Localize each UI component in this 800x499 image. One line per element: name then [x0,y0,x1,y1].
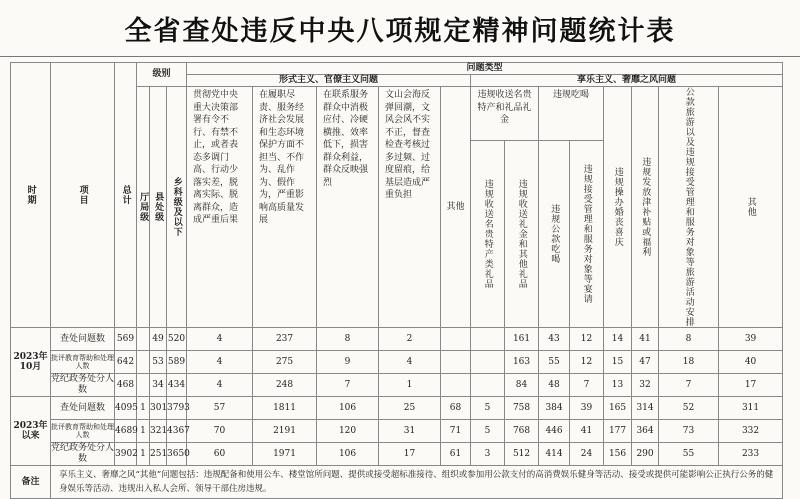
cell-d2: 7 [570,374,604,397]
row-label: 批评教育帮助和处理人数 [51,351,115,374]
cell-f4: 31 [379,420,441,443]
cell-ting [137,374,150,397]
dining-col-1: 违规公款吃喝 [539,140,570,327]
cell-f2: 2191 [253,420,317,443]
gift-col-2: 违规收送礼金和其他礼品 [505,140,539,327]
cell-h6: 40 [719,351,783,374]
cell-d1: 43 [539,328,570,351]
cell-xiang: 589 [167,351,187,374]
cell-h3: 177 [604,420,632,443]
cell-xiang: 520 [167,328,187,351]
cell-d1: 384 [539,397,570,420]
cell-d1: 48 [539,374,570,397]
cell-f3: 120 [317,420,379,443]
cell-h4: 41 [632,328,659,351]
page-title: 全省查处违反中央八项规定精神问题统计表 [0,0,800,57]
cell-f2: 1811 [253,397,317,420]
cell-xian: 49 [150,328,167,351]
cell-g1: 5 [471,420,505,443]
gift-group-header: 违规收送名贵特产和礼品礼金 [471,87,539,141]
note-text: 享乐主义、奢靡之风“其他”问题包括：违规配备和使用公车、楼堂馆所问题、提供或接受超标准接待、组织或参加用公款支付的高消费娱乐健身等活动、接受或提供可能影响公正执行公务的健身娱乐等活动、违规出入私人会所、领导干部住房违规。 [51,466,783,499]
row-label: 查处问题数 [51,397,115,420]
cell-h6: 332 [719,420,783,443]
cell-h5: 55 [659,443,719,466]
cell-h4: 364 [632,420,659,443]
cell-f4: 25 [379,397,441,420]
cell-h6: 233 [719,443,783,466]
cell-f5: 68 [441,397,471,420]
cell-h3: 156 [604,443,632,466]
cell-g2: 768 [505,420,539,443]
cell-total: 642 [115,351,137,374]
cell-f3: 106 [317,397,379,420]
cell-xian: 34 [150,374,167,397]
level-header: 级别 [137,63,187,87]
cell-total: 4689 [115,420,137,443]
cell-total: 4095 [115,397,137,420]
cell-f5: 61 [441,443,471,466]
cell-f4: 1 [379,374,441,397]
cell-h3: 14 [604,328,632,351]
cell-d1: 55 [539,351,570,374]
row-label: 党纪政务处分人数 [51,443,115,464]
cell-h3: 15 [604,351,632,374]
cell-g2: 163 [505,351,539,374]
cell-d2: 24 [570,443,604,466]
hedonism-col-wedding: 违规操办婚丧喜庆 [604,87,632,328]
cell-f3: 8 [317,328,379,351]
cell-g1: 3 [471,443,505,466]
hedonism-header: 享乐主义、奢靡之风问题 [471,75,783,87]
cell-d2: 12 [570,351,604,374]
table-row [11,443,783,466]
cell-total: 569 [115,328,137,351]
cell-f2: 1971 [253,443,317,466]
table-row [11,351,783,374]
cell-h4: 290 [632,443,659,466]
cell-g2: 161 [505,328,539,351]
period-cell: 2023年以来 [11,397,51,466]
formalism-col-other: 其他 [441,87,471,328]
cell-f1: 4 [187,351,253,374]
table-row [11,328,783,351]
cell-f2: 248 [253,374,317,397]
total-header: 总计 [115,63,137,328]
row-label: 批评教育帮助和处理人数 [51,420,115,443]
cell-xiang: 434 [167,374,187,397]
cell-h6: 17 [719,374,783,397]
cell-xiang: 4367 [167,420,187,443]
cell-ting [137,351,150,374]
cell-g2: 512 [505,443,539,466]
row-label: 查处问题数 [51,328,115,351]
cell-f1: 70 [187,420,253,443]
cell-d2: 41 [570,420,604,443]
period-cell: 2023年10月 [11,328,51,397]
cell-h4: 314 [632,397,659,420]
period-header: 时期 [11,63,51,328]
cell-d2: 12 [570,328,604,351]
cell-h3: 13 [604,374,632,397]
xiang-header: 乡科级及以下 [167,87,187,328]
cell-f1: 4 [187,374,253,397]
cell-g2: 758 [505,397,539,420]
formalism-col-2: 在履职尽责、服务经济社会发展和生态环境保护方面不担当、不作为、乱作为、假作为，严重影响高质量发展 [253,87,317,328]
cell-total: 3902 [115,443,137,466]
hedonism-col-subsidy: 违规发放津补贴或福利 [632,87,659,328]
cell-f1: 60 [187,443,253,466]
cell-xiang: 3793 [167,397,187,420]
cell-h6: 311 [719,397,783,420]
formalism-col-4: 文山会海反弹回潮，文风会风不实不正，督查检查考核过多过频、过度留痕，给基层造成严重负担 [379,87,441,328]
cell-h5: 73 [659,420,719,443]
ting-header: 厅局级 [137,87,150,328]
cell-f4: 2 [379,328,441,351]
cell-d1: 446 [539,420,570,443]
cell-h4: 47 [632,351,659,374]
cell-h5: 8 [659,328,719,351]
cell-g1 [471,328,505,351]
cell-xian: 321 [150,420,167,443]
cell-f2: 237 [253,328,317,351]
cell-ting: 1 [137,443,150,466]
item-header: 项目 [51,63,115,328]
gift-col-1: 违规收送名贵特产类礼品 [471,140,505,327]
cell-f5 [441,374,471,397]
cell-f4: 17 [379,443,441,466]
formalism-col-3: 在联系服务群众中消极应付、冷硬横推、效率低下，损害群众利益，群众反映强烈 [317,87,379,328]
table-row [11,420,783,443]
cell-ting: 1 [137,420,150,443]
cell-f3: 9 [317,351,379,374]
hedonism-col-other: 其他 [719,87,783,328]
dining-group-header: 违规吃喝 [539,87,604,141]
cell-xian: 251 [150,443,167,466]
problem-type-header: 问题类型 [187,63,783,75]
cell-f5 [441,328,471,351]
table-row [11,397,783,420]
table-row [11,374,783,397]
cell-f2: 275 [253,351,317,374]
cell-h5: 7 [659,374,719,397]
cell-xian: 301 [150,397,167,420]
cell-ting [137,328,150,351]
cell-f5: 71 [441,420,471,443]
cell-d1: 414 [539,443,570,466]
hedonism-col-travel: 公款旅游以及违规接受管理和服务对象等旅游活动安排 [659,87,719,328]
cell-g1 [471,351,505,374]
cell-ting: 1 [137,397,150,420]
stats-table [10,62,783,499]
cell-h5: 52 [659,397,719,420]
cell-h6: 39 [719,328,783,351]
cell-total: 468 [115,374,137,397]
cell-f5 [441,351,471,374]
cell-f4: 4 [379,351,441,374]
formalism-header: 形式主义、官僚主义问题 [187,75,471,87]
cell-f1: 57 [187,397,253,420]
cell-h3: 165 [604,397,632,420]
cell-xiang: 3650 [167,443,187,466]
cell-g1: 5 [471,397,505,420]
cell-h4: 32 [632,374,659,397]
cell-h5: 18 [659,351,719,374]
cell-xian: 53 [150,351,167,374]
cell-f1: 4 [187,328,253,351]
note-label: 备注 [11,466,51,499]
row-label: 党纪政务处分人数 [51,374,115,395]
cell-d2: 39 [570,397,604,420]
formalism-col-1: 贯彻党中央重大决策部署有令不行、有禁不止，或者表态多调门高、行动少落实差，脱离实际、脱离群众，造成严重后果 [187,87,253,328]
cell-f3: 7 [317,374,379,397]
dining-col-2: 违规接受管理和服务对象等宴请 [570,140,604,327]
xian-header: 县处级 [150,87,167,328]
cell-f3: 106 [317,443,379,466]
note-row [11,466,783,499]
cell-g1 [471,374,505,397]
cell-g2: 84 [505,374,539,397]
